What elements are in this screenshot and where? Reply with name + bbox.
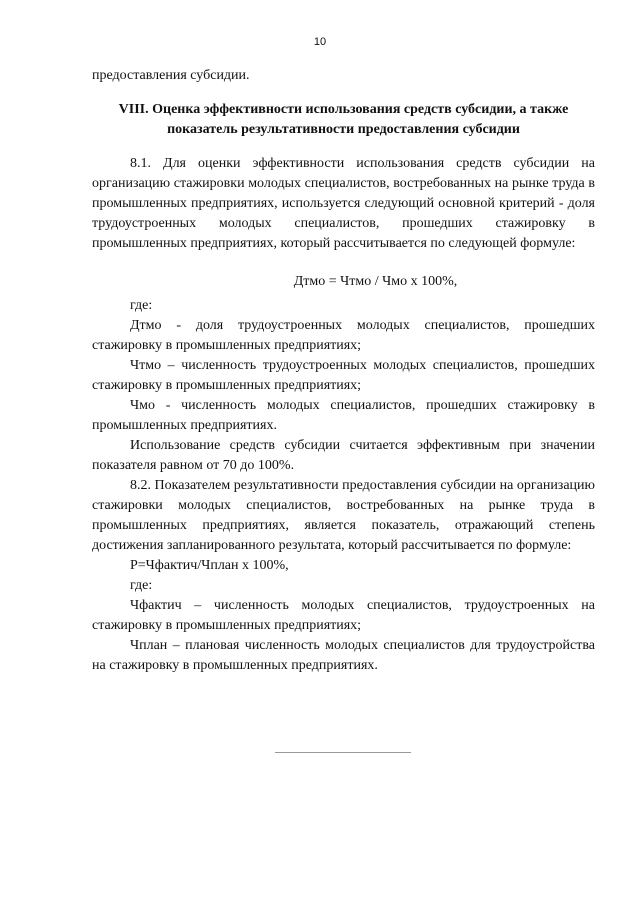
definition-chmo: Чмо - численность молодых специалистов, прошедших стажировку в промышленных предприятиях. [92,398,595,433]
definition-fact: Чфактич – численность молодых специалистов, трудоустроенных на стажировку в промышленных предприятиях; [92,598,595,633]
definition-plan: Чплан – плановая численность молодых специалистов для трудоустройства на стажировку в промышленных предприятиях. [92,638,595,673]
continuation-text: предоставления субсидии. [92,68,250,83]
paragraph-8-1: 8.1. Для оценки эффективности использования средств субсидии на организацию стажировки молодых специалистов, востребованных на рынке труда в промышленных предприятиях, используется следующий основной критерий - доля трудоустроенных молодых специалистов, прошедших стажировку в промышленных предприятиях, который рассчитывается по следующей формуле: [92,156,595,251]
end-separator-line [275,752,411,753]
document-body [92,66,595,676]
section-heading [92,100,595,140]
definition-dtmo: Дтмо - доля трудоустроенных молодых специалистов, прошедших стажировку в промышленных предприятиях; [92,318,595,353]
paragraph-8-2: 8.2. Показателем результативности предоставления субсидии на организацию стажировки молодых специалистов, востребованных на рынке труда в промышленных предприятиях, является показатель, отражающий степень достижения запланированного результата, который рассчитывается по формуле: [92,478,595,553]
section-heading-line-2: показатель результативности предоставления субсидии [167,122,520,137]
page-number: 10 [313,36,327,48]
section-heading-line-1: VIII. Оценка эффективности использования средств субсидии, а также [118,102,569,117]
formula-result: Р=Чфактич/Чплан х 100%, [130,558,289,573]
effectiveness-criterion: Использование средств субсидии считается эффективным при значении показателя равном от 70 до 100%. [92,438,595,473]
formula-dtmo: Дтмо = Чтмо / Чмо х 100%, [293,274,458,289]
where-label-1: где: [130,298,153,313]
where-label-2: где: [130,578,153,593]
definition-chtmo: Чтмо – численность трудоустроенных молодых специалистов, прошедших стажировку в промышленных предприятиях; [92,358,595,393]
